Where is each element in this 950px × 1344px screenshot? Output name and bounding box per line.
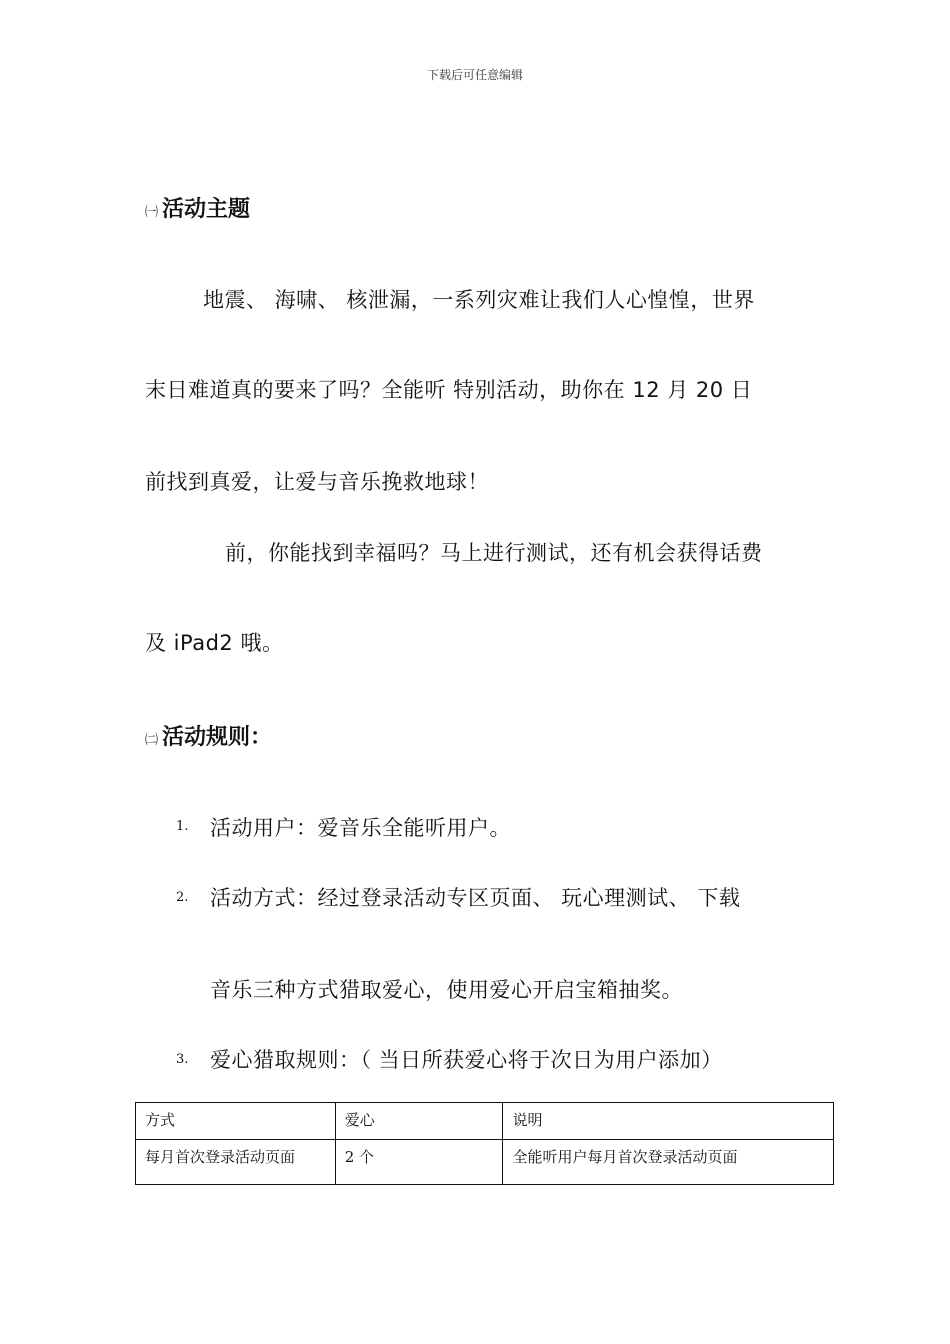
list-number: 2. <box>176 890 189 905</box>
theme-line-5: 及 iPad2 哦。 <box>145 631 284 655</box>
table-cell: 每月首次登录活动页面 <box>136 1140 336 1185</box>
theme-line-2: 末日难道真的要来了吗？全能听 特别活动，助你在 12 月 20 日 <box>145 378 753 402</box>
page-header: 下载后可任意编辑 <box>426 68 523 82</box>
list-item-text: 爱心猎取规则：（ 当日所获爱心将于次日为用户添加） <box>210 1048 723 1072</box>
theme-line-4: 前，你能找到幸福吗？马上进行测试，还有机会获得话费 <box>225 541 763 565</box>
table-header-cell: 爱心 <box>335 1103 503 1140</box>
table-row <box>136 1140 834 1185</box>
section-title-theme <box>145 192 250 223</box>
table-cell: 2 个 <box>335 1140 503 1185</box>
list-item-text: 活动方式：经过登录活动专区页面、 玩心理测试、 下载 <box>210 886 741 910</box>
theme-line-1: 地震、 海啸、 核泄漏，一系列灾难让我们人心惶惶，世界 <box>203 288 755 312</box>
rules-table <box>135 1102 834 1185</box>
section-number: ㈠ <box>145 205 159 220</box>
list-number: 3. <box>176 1052 189 1067</box>
list-item-text: 活动用户：爱音乐全能听用户。 <box>210 816 511 840</box>
section-number: ㈡ <box>145 733 159 748</box>
section-title-text: 活动规则： <box>162 725 273 750</box>
table-header-cell: 说明 <box>503 1103 834 1140</box>
list-item-text-continued: 音乐三种方式猎取爱心，使用爱心开启宝箱抽奖。 <box>210 978 683 1002</box>
table-header-row <box>136 1103 834 1140</box>
list-number: 1. <box>176 819 189 834</box>
table-cell: 全能听用户每月首次登录活动页面 <box>503 1140 834 1185</box>
section-title-rules <box>145 720 272 751</box>
section-title-text: 活动主题 <box>162 197 251 222</box>
theme-line-3: 前找到真爱，让爱与音乐挽救地球！ <box>145 470 489 494</box>
table-header-cell: 方式 <box>136 1103 336 1140</box>
